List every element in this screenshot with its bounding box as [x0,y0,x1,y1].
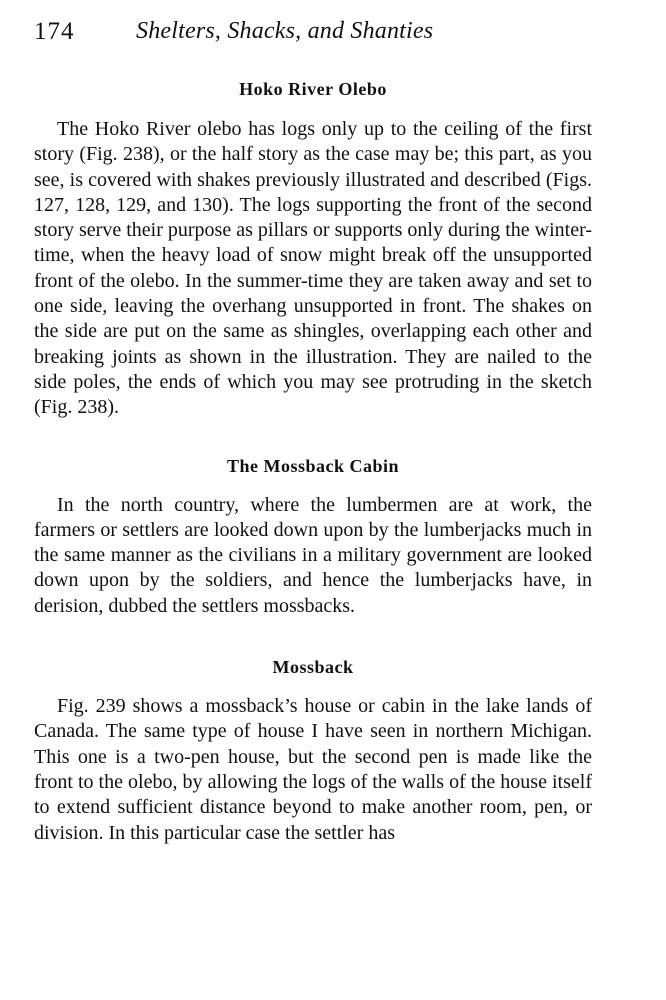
book-page [34,14,592,846]
paragraph-hoko-river-olebo: The Hoko River olebo has logs only up to the ceiling of the first story (Fig. 238), or the half story as the case may be; this part, as you see, is covered with shakes previously illustrated and described (Figs. 127, 128, 129, and 130). The logs supporting the front of the second story serve their purpose as pillars or supports only during the winter-time, when the heavy load of snow might break off the unsupported front of the olebo. In the summer-time they are taken away and set to one side, leaving the overhang unsupported in front. The shakes on the side are put on the same as shingles, overlapping each other and breaking joints as shown in the illustration. They are nailed to the side poles, the ends of which you may see protruding in the sketch (Fig. 238). [34,118,592,419]
running-head [34,14,592,50]
section-heading-hoko-river-olebo: Hoko River Olebo [239,79,387,99]
section-heading-mossback-cabin: The Mossback Cabin [226,455,400,476]
section-heading-mossback: Mossback [272,657,354,678]
page-number: 174 [34,18,75,45]
paragraph-mossback: Fig. 239 shows a mossback’s house or cabin in the lake lands of Canada. The same type of house I have seen in northern Michigan. This one is a two-pen house, but the second pen is made like the front to the olebo, by allowing the logs of the walls of the house itself to extend sufficient distance beyond to make another room, pen, or division. In this particular case the settler has [34,695,592,844]
paragraph-mossback-cabin: In the north country, where the lumbermen are at work, the farmers or settlers are looked down upon by the lumberjacks much in the same manner as the civilians in a military government are looked down upon by the soldiers, and hence the lumberjacks have, in derision, dubbed the settlers mossbacks. [34,493,592,617]
running-title: Shelters, Shacks, and Shanties [136,18,434,44]
